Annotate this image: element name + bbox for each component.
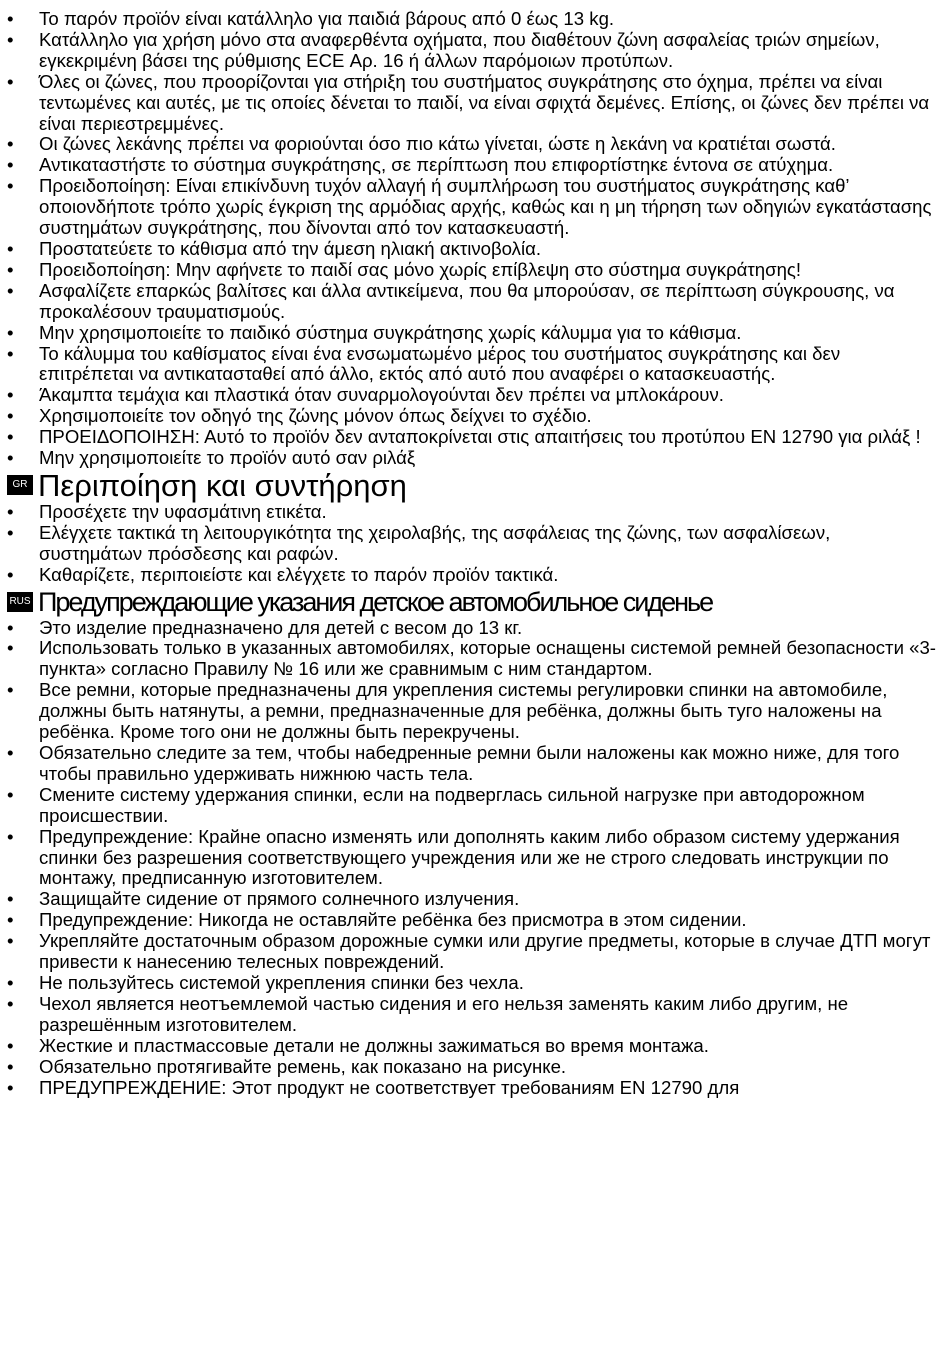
list-item: • Μην χρησιμοποιείτε το παιδικό σύστημα συγκράτησης χωρίς κάλυμμα για το κάθισμα. — [7, 323, 936, 344]
list-item: • Οι ζώνες λεκάνης πρέπει να φοριούνται όσο πιο κάτω γίνεται, ώστε η λεκάνη να κρατιέται σωστά. — [7, 134, 936, 155]
list-item: • Смените систему удержания спинки, если на подверглась сильной нагрузке при автодорожном происшествии. — [7, 785, 936, 827]
list-item: • Κατάλληλο για χρήση μόνο στα αναφερθέντα οχήματα, που διαθέτουν ζώνη ασφαλείας τριών σημείων, εγκεκριμένη βάσει της ρύθμισης ECE Αρ. 16 ή άλλων παρόμοιων προτύπων. — [7, 30, 936, 72]
list-item: • Чехол является неотъемлемой частью сидения и его нельзя заменять каким либо другим, не разрешённым изготовителем. — [7, 994, 936, 1036]
lang-tag-gr: GR — [7, 475, 33, 495]
list-item: • Ελέγχετε τακτικά τη λειτουργικότητα της χειρολαβής, της ασφάλειας της ζώνης, των ασφαλίσεων, συστημάτων πρόσδεσης και ραφών. — [7, 523, 936, 565]
list-item: • Μην χρησιμοποιείτε το προϊόν αυτό σαν ριλάξ — [7, 448, 936, 469]
list-item: • Предупреждение: Крайне опасно изменять или дополнять каким либо образом систему удержания спинки без разрешения соответствующего учреждения или же не строго следовать инструкции по монтажу, предписанную изготовителем. — [7, 827, 936, 890]
list-item: • Все ремни, которые предназначены для укрепления системы регулировки спинки на автомобиле, должны быть натянуты, а ремни, предназначенные для ребёнка, должны быть туго наложены на ребёнка. Кроме того они не должны быть перекручены. — [7, 680, 936, 743]
list-item: • Προστατεύετε το κάθισμα από την άμεση ηλιακή ακτινοβολία. — [7, 239, 936, 260]
greek-warning-list — [7, 9, 936, 469]
list-item: • Χρησιμοποιείτε τον οδηγό της ζώνης μόνον όπως δείχνει το σχέδιο. — [7, 406, 936, 427]
list-item: • Προειδοποίηση: Μην αφήνετε το παιδί σας μόνο χωρίς επίβλεψη στο σύστημα συγκράτησης! — [7, 260, 936, 281]
list-item: • Обязательно протягивайте ремень, как показано на рисунке. — [7, 1057, 936, 1078]
greek-care-heading: Περιποίηση και συντήρηση — [38, 467, 407, 503]
list-item: • ПРЕДУПРЕЖДЕНИЕ: Этот продукт не соответствует требованиям EN 12790 для — [7, 1078, 936, 1099]
list-item: • Защищайте сидение от прямого солнечного излучения. — [7, 889, 936, 910]
list-item: • Το παρόν προϊόν είναι κατάλληλο για παιδιά βάρους από 0 έως 13 kg. — [7, 9, 936, 30]
list-item: • Άκαμπτα τεμάχια και πλαστικά όταν συναρμολογούνται δεν πρέπει να μπλοκάρουν. — [7, 385, 936, 406]
list-item: • Αντικαταστήστε το σύστημα συγκράτησης, σε περίπτωση που επιφορτίστηκε έντονα σε ατύχημα. — [7, 155, 936, 176]
list-item: • Το κάλυμμα του καθίσματος είναι ένα ενσωματωμένο μέρος του συστήματος συγκράτησης και δεν επιτρέπεται να αντικατασταθεί από άλλο, εκτός από αυτό που αναφέρει ο κατασκευαστής. — [7, 344, 936, 386]
russian-heading-row — [7, 586, 936, 618]
list-item: • Προσέχετε την υφασμάτινη ετικέτα. — [7, 502, 936, 523]
greek-care-list — [7, 502, 936, 586]
list-item: • Жесткие и пластмассовые детали не должны зажиматься во время монтажа. — [7, 1036, 936, 1057]
list-item: • Не пользуйтесь системой укрепления спинки без чехла. — [7, 973, 936, 994]
list-item: • Καθαρίζετε, περιποιείστε και ελέγχετε το παρόν προϊόν τακτικά. — [7, 565, 936, 586]
greek-care-heading-row — [7, 469, 936, 502]
list-item: • Использовать только в указанных автомобилях, которые оснащены системой ремней безопасности «3-пункта» согласно Правилу № 16 или же сравнимым с ним стандартом. — [7, 638, 936, 680]
list-item: • Предупреждение: Никогда не оставляйте ребёнка без присмотра в этом сидении. — [7, 910, 936, 931]
russian-warning-list — [7, 618, 936, 1099]
list-item: • Όλες οι ζώνες, που προορίζονται για στήριξη του συστήματος συγκράτησης στο όχημα, πρέπει να είναι τεντωμένες και αυτές, με τις οποίες δένεται το παιδί, να είναι σφιχτά δεμένες. Επίσης, οι ζώνες δεν πρέπει να είναι περιεστρεμμένες. — [7, 72, 936, 135]
list-item: • Προειδοποίηση: Είναι επικίνδυνη τυχόν αλλαγή ή συμπλήρωση του συστήματος συγκράτησης καθ’ οποιονδήποτε τρόπο χωρίς έγκριση της αρμόδιας αρχής, καθώς και η μη τήρηση των οδηγιών εγκατάστασης συστημάτων συγκράτησης, που δίνονται από τον κατασκευαστή. — [7, 176, 936, 239]
list-item: • Обязательно следите за тем, чтобы набедренные ремни были наложены как можно ниже, для того чтобы правильно удерживать нижнюю часть тела. — [7, 743, 936, 785]
list-item: • Ασφαλίζετε επαρκώς βαλίτσες και άλλα αντικείμενα, που θα μπορούσαν, σε περίπτωση σύγκρουσης, να προκαλέσουν τραυματισμούς. — [7, 281, 936, 323]
russian-heading: Предупреждающие указания детское автомобильное сиденье — [38, 586, 713, 617]
list-item: • Это изделие предназначено для детей с весом до 13 кг. — [7, 618, 936, 639]
list-item: • Укрепляйте достаточным образом дорожные сумки или другие предметы, которые в случае ДТП могут привести к нанесению телесных повреждений. — [7, 931, 936, 973]
lang-tag-rus: RUS — [7, 592, 33, 612]
list-item: • ΠΡΟΕΙΔΟΠΟΙΗΣΗ: Αυτό το προϊόν δεν ανταποκρίνεται στις απαιτήσεις του προτύπου EN 12790 για ριλάξ ! — [7, 427, 936, 448]
